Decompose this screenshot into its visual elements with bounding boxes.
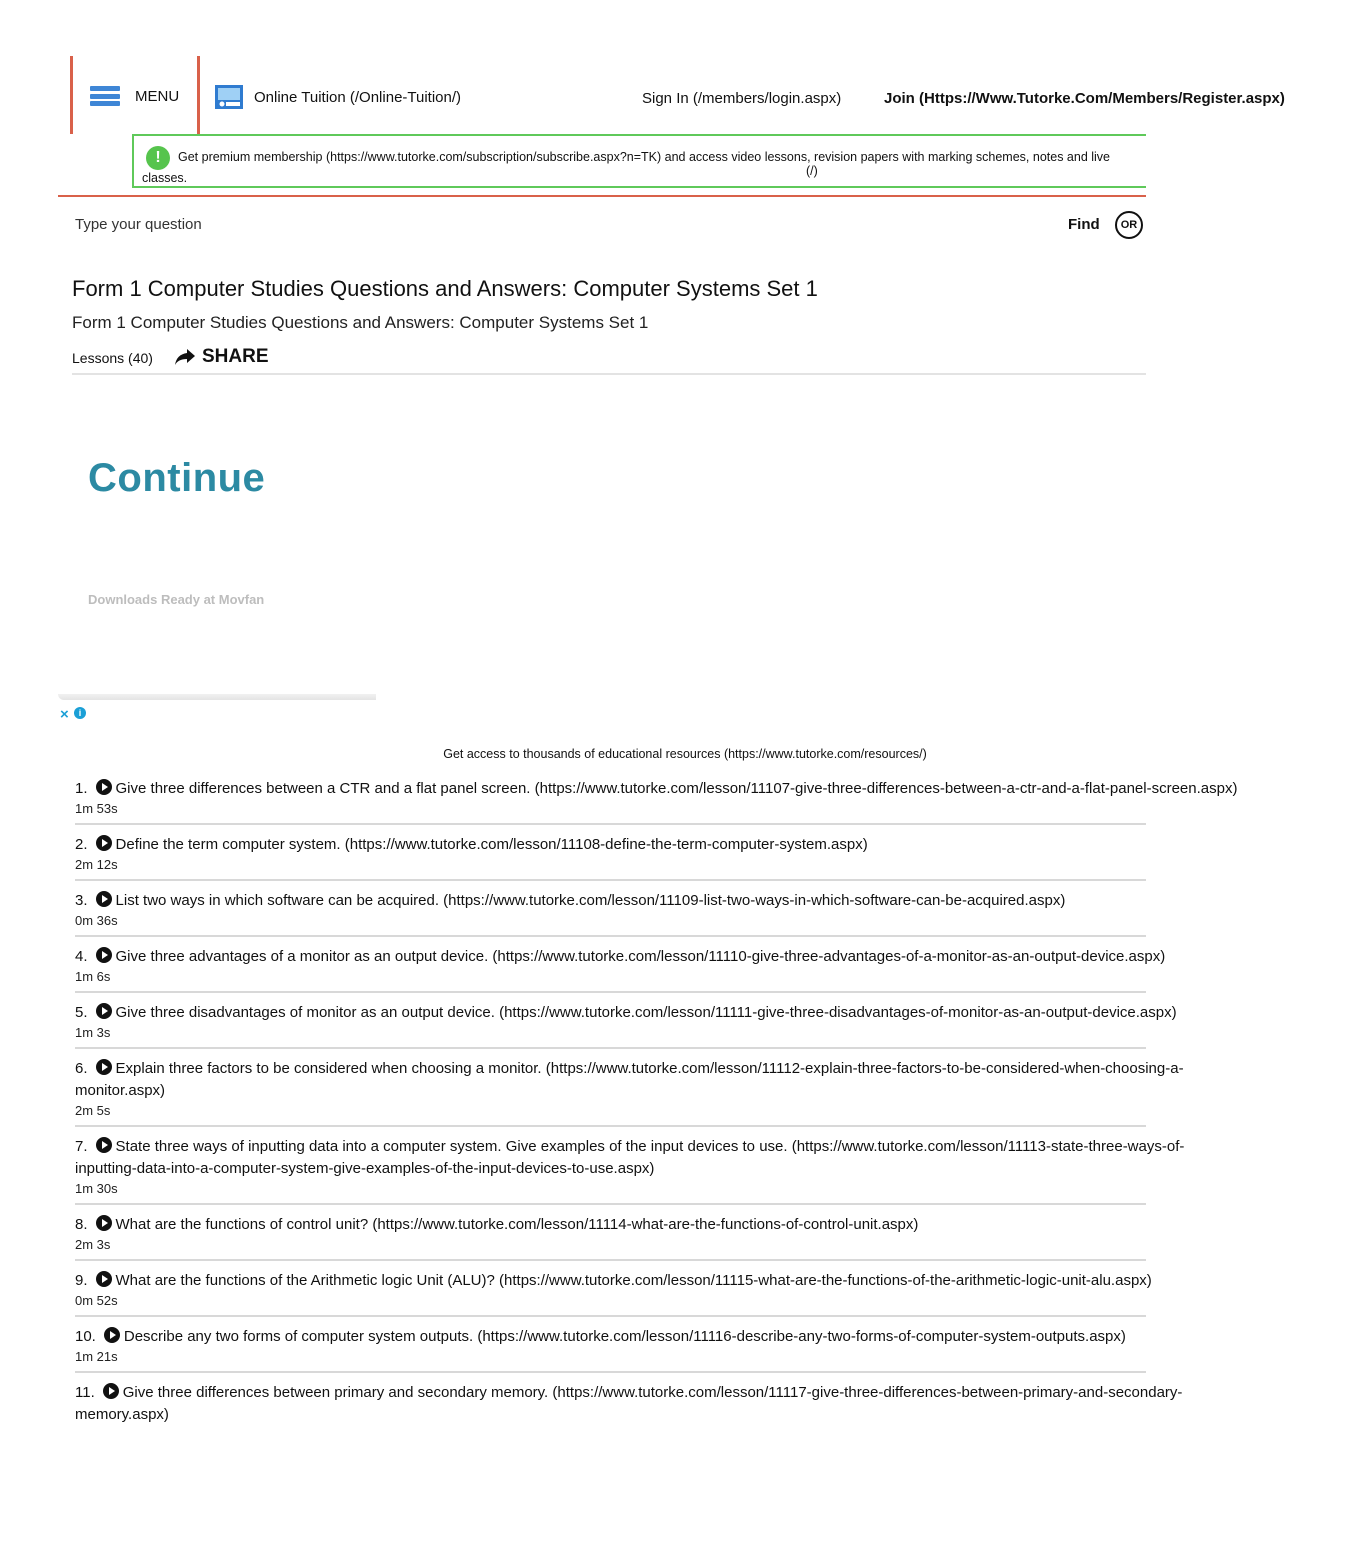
premium-notice-text[interactable]: Get premium membership (https://www.tutorke.com/subscription/subscribe.aspx?n=TK) and access video lessons, revision papers with marking schemes, notes and live (178, 150, 1111, 164)
online-tuition-label: Online Tuition (/Online-Tuition/) (254, 88, 462, 106)
play-icon[interactable] (96, 1059, 112, 1075)
lessons-count[interactable]: Lessons (40) (72, 350, 153, 366)
info-exclamation-icon: ! (146, 146, 170, 170)
or-badge[interactable]: OR (1115, 211, 1143, 239)
premium-notice (132, 134, 1146, 188)
menu-label: MENU (135, 87, 180, 105)
list-item[interactable] (75, 1002, 1177, 1049)
page-subtitle: Form 1 Computer Studies Questions and Answers: Computer Systems Set 1 (72, 313, 649, 332)
share-label: SHARE (202, 346, 269, 367)
play-icon[interactable] (103, 1383, 119, 1399)
advertisement[interactable] (58, 420, 376, 700)
list-item[interactable] (75, 834, 1146, 881)
lesson-duration: 1m 6s (75, 969, 111, 984)
ad-info-icon[interactable]: i (74, 707, 86, 719)
lesson-link[interactable]: Explain three factors to be considered when choosing a monitor. (https://www.tutorke.com/lesson/11112-explain-three-factors-to-be-considered-when-choosing-a- (115, 1060, 1184, 1077)
title-divider (72, 373, 1146, 375)
lesson-number: 6. (75, 1060, 88, 1077)
lesson-duration: 1m 53s (75, 801, 118, 816)
lesson-number: 3. (75, 892, 88, 909)
ad-continue-text[interactable]: Continue (88, 456, 266, 500)
lesson-duration: 2m 12s (75, 857, 118, 872)
list-item[interactable] (75, 778, 1238, 825)
lesson-link[interactable]: What are the functions of control unit? (https://www.tutorke.com/lesson/11114-what-are-the-functions-of-control-unit.aspx) (115, 1216, 919, 1233)
hamburger-icon (90, 86, 120, 106)
ad-bottom-edge (58, 694, 376, 700)
play-icon[interactable] (96, 1003, 112, 1019)
list-item[interactable] (75, 890, 1146, 937)
sign-in-link[interactable]: Sign In (/members/login.aspx) (642, 90, 842, 107)
lesson-link[interactable]: Give three differences between primary and secondary memory. (https://www.tutorke.com/lesson/11117-give-three-differences-between-primary-and-secondary- (122, 1384, 1183, 1401)
play-icon[interactable] (96, 1137, 112, 1153)
ad-downloads-text: Downloads Ready at Movfan (88, 592, 265, 607)
classroom-icon (214, 84, 244, 110)
list-item[interactable] (75, 1214, 1146, 1261)
play-icon[interactable] (104, 1327, 120, 1343)
lesson-number: 10. (75, 1328, 96, 1345)
menu-button[interactable] (90, 84, 179, 108)
lesson-duration: 1m 3s (75, 1025, 111, 1040)
lesson-number: 4. (75, 948, 88, 965)
page-title: Form 1 Computer Studies Questions and Answers: Computer Systems Set 1 (72, 276, 818, 301)
lesson-link-continued[interactable]: monitor.aspx) (75, 1082, 166, 1099)
list-item[interactable] (75, 946, 1166, 993)
list-item[interactable] (75, 1326, 1146, 1373)
lesson-link[interactable]: Give three disadvantages of monitor as an output device. (https://www.tutorke.com/lesson/11111-give-three-disadvantages-of-monitor-as-an-output-device.aspx) (115, 1004, 1177, 1021)
lesson-number: 5. (75, 1004, 88, 1021)
play-icon[interactable] (96, 947, 112, 963)
lesson-link[interactable]: Describe any two forms of computer system outputs. (https://www.tutorke.com/lesson/11116-describe-any-two-forms-of-computer-system-outputs.aspx) (123, 1328, 1126, 1345)
lesson-duration: 2m 3s (75, 1237, 111, 1252)
play-icon[interactable] (96, 891, 112, 907)
find-button[interactable]: Find (1068, 216, 1100, 233)
lesson-link-continued[interactable]: memory.aspx) (75, 1406, 169, 1423)
home-link[interactable]: (/) (806, 164, 818, 178)
lesson-list (75, 778, 1238, 1442)
lesson-number: 9. (75, 1272, 88, 1289)
lesson-duration: 2m 5s (75, 1103, 111, 1118)
list-item[interactable] (75, 1382, 1183, 1433)
ad-close-icon[interactable]: × (60, 706, 69, 723)
lesson-link[interactable]: What are the functions of the Arithmetic logic Unit (ALU)? (https://www.tutorke.com/lesson/11115-what-are-the-functions-of-the-arithmetic-logic-unit-alu.aspx) (115, 1272, 1152, 1289)
lesson-link[interactable]: Define the term computer system. (https://www.tutorke.com/lesson/11108-define-the-term-computer-system.aspx) (115, 836, 868, 853)
share-button[interactable] (174, 346, 269, 368)
lesson-link[interactable]: List two ways in which software can be acquired. (https://www.tutorke.com/lesson/11109-list-two-ways-in-which-software-can-be-acquired.aspx) (115, 892, 1066, 909)
resources-link[interactable]: Get access to thousands of educational resources (https://www.tutorke.com/resources/) (443, 747, 927, 761)
lesson-link[interactable]: Give three differences between a CTR and a flat panel screen. (https://www.tutorke.com/lesson/11107-give-three-differences-between-a-ctr-and-a-flat-panel-screen.aspx) (115, 780, 1238, 797)
online-tuition-link[interactable] (214, 84, 461, 110)
lesson-link[interactable]: Give three advantages of a monitor as an output device. (https://www.tutorke.com/lesson/11110-give-three-advantages-of-a-monitor-as-an-output-device.aspx) (115, 948, 1166, 965)
play-icon[interactable] (96, 1215, 112, 1231)
lesson-link[interactable]: State three ways of inputting data into a computer system. Give examples of the input devices to use. (https://www.tutorke.com/lesson/11113-state-three-ways-of- (115, 1138, 1185, 1155)
header-divider (58, 195, 1146, 197)
lesson-number: 2. (75, 836, 88, 853)
list-item[interactable] (75, 1058, 1184, 1127)
play-icon[interactable] (96, 1271, 112, 1287)
premium-notice-text-continued: classes. (142, 171, 188, 185)
share-arrow-icon (174, 348, 196, 366)
join-link[interactable]: Join (Https://Www.Tutorke.Com/Members/Register.aspx) (884, 90, 1285, 107)
question-search-input[interactable]: Type your question (75, 216, 202, 233)
lesson-link-continued[interactable]: inputting-data-into-a-computer-system-give-examples-of-the-input-devices-to-use.aspx) (75, 1160, 655, 1177)
play-icon[interactable] (96, 779, 112, 795)
lesson-number: 7. (75, 1138, 88, 1155)
lesson-number: 8. (75, 1216, 88, 1233)
menu-right-divider (197, 56, 200, 134)
menu-left-divider (70, 56, 73, 134)
lesson-number: 1. (75, 780, 88, 797)
lesson-duration: 1m 21s (75, 1349, 118, 1364)
list-item[interactable] (75, 1136, 1185, 1205)
lesson-number: 11. (75, 1384, 95, 1401)
lesson-duration: 1m 30s (75, 1181, 118, 1196)
lesson-duration: 0m 36s (75, 913, 118, 928)
play-icon[interactable] (96, 835, 112, 851)
lesson-duration: 0m 52s (75, 1293, 118, 1308)
list-item[interactable] (75, 1270, 1152, 1317)
